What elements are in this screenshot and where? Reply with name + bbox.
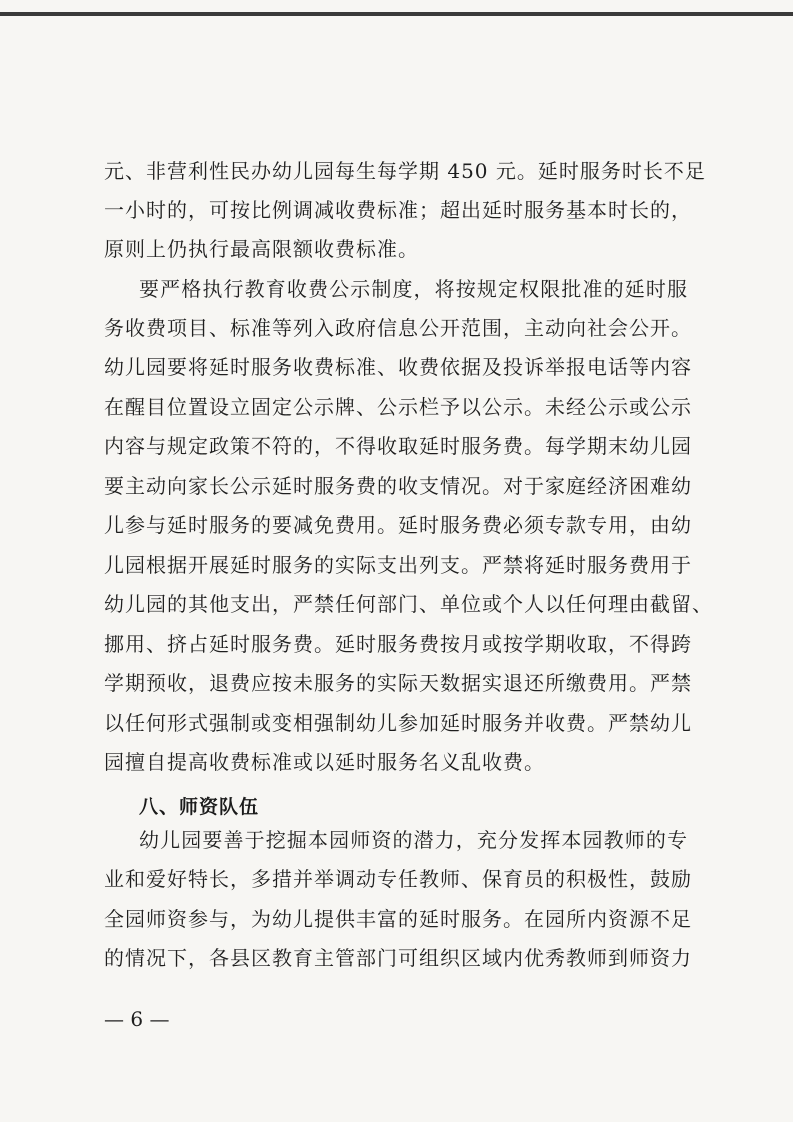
text-line: 元、非营利性民办幼儿园每生每学期 450 元。延时服务时长不足 [104,159,706,183]
page-number: — 6 — [104,1007,170,1031]
text-line: 要主动向家长公示延时服务费的收支情况。对于家庭经济困难幼 [104,474,692,498]
text-line: 一小时的，可按比例调减收费标准；超出延时服务基本时长的， [104,198,692,222]
text-line: 以任何形式强制或变相强制幼儿参加延时服务并收费。严禁幼儿 [104,711,692,735]
text-line: 幼儿园要善于挖掘本园师资的潜力，充分发挥本园教师的专 [139,828,688,852]
section-heading: 八、师资队伍 [139,796,260,818]
text-line: 内容与规定政策不符的，不得收取延时服务费。每学期末幼儿园 [104,434,692,458]
text-line: 儿园根据开展延时服务的实际支出列支。严禁将延时服务费用于 [104,553,692,577]
top-rule [0,12,793,16]
text-line: 的情况下，各县区教育主管部门可组织区域内优秀教师到师资力 [104,946,692,970]
text-line: 全园师资参与，为幼儿提供丰富的延时服务。在园所内资源不足 [104,907,692,931]
text-line: 挪用、挤占延时服务费。延时服务费按月或按学期收取，不得跨 [104,632,692,656]
text-line: 在醒目位置设立固定公示牌、公示栏予以公示。未经公示或公示 [104,395,692,419]
text-line: 儿参与延时服务的要减免费用。延时服务费必须专款专用，由幼 [104,513,692,537]
text-line: 务收费项目、标准等列入政府信息公开范围，主动向社会公开。 [104,316,692,340]
text-line: 幼儿园的其他支出，严禁任何部门、单位或个人以任何理由截留、 [104,592,713,616]
text-line: 学期预收，退费应按未服务的实际天数据实退还所缴费用。严禁 [104,671,692,695]
text-line: 业和爱好特长，多措并举调动专任教师、保育员的积极性，鼓励 [104,867,692,891]
text-line: 幼儿园要将延时服务收费标准、收费依据及投诉举报电话等内容 [104,355,692,379]
text-line: 要严格执行教育收费公示制度，将按规定权限批准的延时服 [139,277,688,301]
text-line: 原则上仍执行最高限额收费标准。 [104,237,419,261]
text-line: 园擅自提高收费标准或以延时服务名义乱收费。 [104,750,545,774]
